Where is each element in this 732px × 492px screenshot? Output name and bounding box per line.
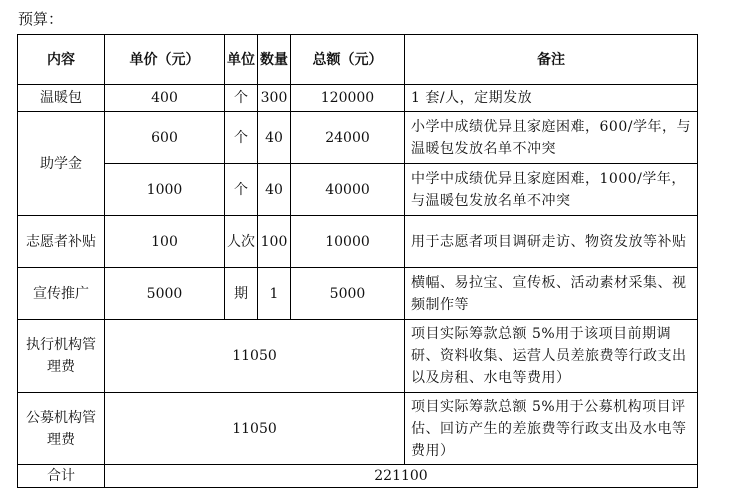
cell-grand-total: 221100 xyxy=(105,465,698,488)
cell-unit: 个 xyxy=(225,164,258,216)
cell-amount: 11050 xyxy=(105,320,405,393)
cell-unit-price: 1000 xyxy=(105,164,225,216)
cell-note: 1 套/人，定期发放 xyxy=(405,85,698,112)
cell-total: 10000 xyxy=(291,216,405,268)
cell-unit-price: 5000 xyxy=(105,268,225,320)
cell-content: 执行机构管理费 xyxy=(18,320,105,393)
cell-quantity: 40 xyxy=(258,164,291,216)
table-row xyxy=(18,112,698,164)
cell-unit: 期 xyxy=(225,268,258,320)
cell-unit: 人次 xyxy=(225,216,258,268)
cell-content: 温暖包 xyxy=(18,85,105,112)
cell-content: 合计 xyxy=(18,465,105,488)
cell-unit: 个 xyxy=(225,112,258,164)
table-row xyxy=(18,164,698,216)
cell-quantity: 300 xyxy=(258,85,291,112)
header-content: 内容 xyxy=(18,35,105,85)
cell-unit: 个 xyxy=(225,85,258,112)
cell-amount: 11050 xyxy=(105,393,405,465)
cell-unit-price: 100 xyxy=(105,216,225,268)
header-total: 总额（元） xyxy=(291,35,405,85)
cell-content: 志愿者补贴 xyxy=(18,216,105,268)
table-row xyxy=(18,268,698,320)
cell-content: 宣传推广 xyxy=(18,268,105,320)
table-row xyxy=(18,393,698,465)
header-unit: 单位 xyxy=(225,35,258,85)
table-header-row xyxy=(18,35,698,85)
cell-quantity: 100 xyxy=(258,216,291,268)
header-note: 备注 xyxy=(405,35,698,85)
table-row xyxy=(18,85,698,112)
cell-note: 项目实际筹款总额 5%用于公募机构项目评估、回访产生的差旅费等行政支出及水电等费用） xyxy=(405,393,698,465)
cell-unit-price: 600 xyxy=(105,112,225,164)
header-quantity: 数量 xyxy=(258,35,291,85)
cell-content: 公募机构管理费 xyxy=(18,393,105,465)
page-heading: 预算： xyxy=(18,10,64,28)
cell-note: 项目实际筹款总额 5%用于该项目前期调研、资料收集、运营人员差旅费等行政支出以及房租、水电等费用） xyxy=(405,320,698,393)
cell-note: 用于志愿者项目调研走访、物资发放等补贴 xyxy=(405,216,698,268)
cell-note: 中学中成绩优异且家庭困难，1000/学年，与温暖包发放名单不冲突 xyxy=(405,164,698,216)
budget-table xyxy=(17,34,698,488)
table-row-total xyxy=(18,465,698,488)
cell-total: 24000 xyxy=(291,112,405,164)
header-unit-price: 单价（元） xyxy=(105,35,225,85)
cell-quantity: 40 xyxy=(258,112,291,164)
cell-total: 5000 xyxy=(291,268,405,320)
cell-quantity: 1 xyxy=(258,268,291,320)
cell-note: 小学中成绩优异且家庭困难，600/学年，与温暖包发放名单不冲突 xyxy=(405,112,698,164)
table-row xyxy=(18,216,698,268)
table-row xyxy=(18,320,698,393)
cell-unit-price: 400 xyxy=(105,85,225,112)
cell-total: 40000 xyxy=(291,164,405,216)
cell-content: 助学金 xyxy=(18,112,105,216)
cell-total: 120000 xyxy=(291,85,405,112)
cell-note: 横幅、易拉宝、宣传板、活动素材采集、视频制作等 xyxy=(405,268,698,320)
